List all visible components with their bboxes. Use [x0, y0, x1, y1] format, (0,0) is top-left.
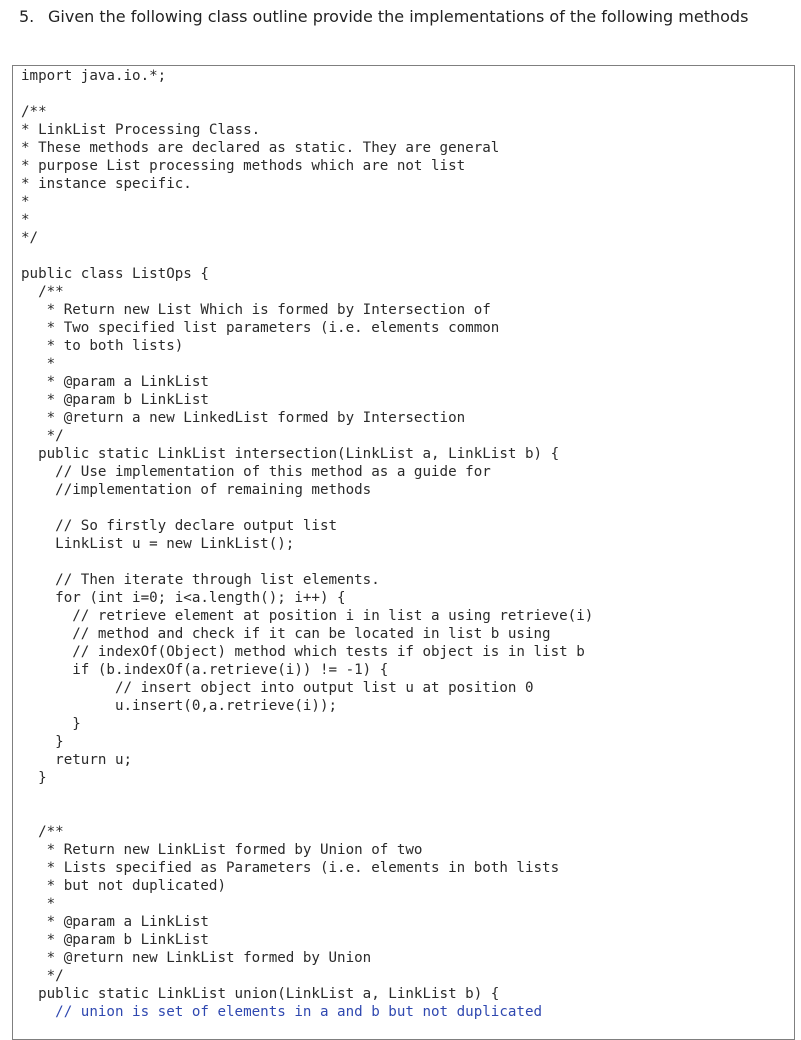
code-line: public static LinkList union(LinkList a, LinkList b) { — [21, 986, 500, 1002]
code-line — [21, 85, 593, 103]
code-line: * @param b LinkList — [21, 392, 209, 408]
question-number: 5. — [19, 7, 35, 26]
code-line: } — [21, 734, 64, 750]
code-line: /** — [21, 824, 64, 840]
code-line: return u; — [21, 752, 133, 768]
code-line: * but not duplicated) — [21, 878, 226, 894]
code-line: } — [21, 770, 47, 786]
code-line: * purpose List processing methods which are not list — [21, 158, 466, 174]
code-listing-box — [12, 65, 795, 1040]
code-line: u.insert(0,a.retrieve(i)); — [21, 698, 338, 714]
code-line: /** — [21, 284, 64, 300]
code-line: // retrieve element at position i in list a using retrieve(i) — [21, 608, 594, 624]
code-line: * Lists specified as Parameters (i.e. elements in both lists — [21, 860, 560, 876]
code-line: * Return new List Which is formed by Intersection of — [21, 302, 491, 318]
code-line: // Then iterate through list elements. — [21, 572, 380, 588]
code-line: * @param a LinkList — [21, 374, 209, 390]
code-line: * — [21, 194, 30, 210]
code-line: */ — [21, 230, 39, 246]
code-line: * Two specified list parameters (i.e. elements common — [21, 320, 500, 336]
code-line: * — [21, 356, 56, 372]
code-line: * @return a new LinkedList formed by Intersection — [21, 410, 466, 426]
code-line: * These methods are declared as static. They are general — [21, 140, 500, 156]
code-line: //implementation of remaining methods — [21, 482, 372, 498]
code-line: // Use implementation of this method as a guide for — [21, 464, 491, 480]
code-line: */ — [21, 428, 64, 444]
code-line: // insert object into output list u at position 0 — [21, 680, 534, 696]
code-line: * LinkList Processing Class. — [21, 122, 261, 138]
code-line: if (b.indexOf(a.retrieve(i)) != -1) { — [21, 662, 389, 678]
code-line: LinkList u = new LinkList(); — [21, 536, 295, 552]
code-line: * to both lists) — [21, 338, 184, 354]
code-line: * — [21, 212, 30, 228]
code-line: import java.io.*; — [21, 68, 167, 84]
code-line: * Return new LinkList formed by Union of two — [21, 842, 423, 858]
code-listing — [21, 67, 593, 1021]
code-line: * instance specific. — [21, 176, 192, 192]
code-line — [21, 553, 593, 571]
code-line: * @return new LinkList formed by Union — [21, 950, 372, 966]
code-line: */ — [21, 968, 64, 984]
code-line — [21, 787, 593, 805]
code-line: * @param a LinkList — [21, 914, 209, 930]
code-line: * @param b LinkList — [21, 932, 209, 948]
question-text: Given the following class outline provide the implementations of the following methods — [48, 7, 749, 26]
code-line: public class ListOps { — [21, 266, 209, 282]
code-line — [21, 247, 593, 265]
code-line: public static LinkList intersection(LinkList a, LinkList b) { — [21, 446, 560, 462]
code-line: * — [21, 896, 56, 912]
code-line: // So firstly declare output list — [21, 518, 338, 534]
code-line: // union is set of elements in a and b but not duplicated — [21, 1004, 543, 1020]
code-line — [21, 499, 593, 517]
code-line — [21, 805, 593, 823]
code-line: for (int i=0; i<a.length(); i++) { — [21, 590, 346, 606]
code-line: } — [21, 716, 81, 732]
question-heading — [19, 7, 779, 27]
code-line: // indexOf(Object) method which tests if object is in list b — [21, 644, 585, 660]
code-line: /** — [21, 104, 47, 120]
code-line: // method and check if it can be located in list b using — [21, 626, 551, 642]
